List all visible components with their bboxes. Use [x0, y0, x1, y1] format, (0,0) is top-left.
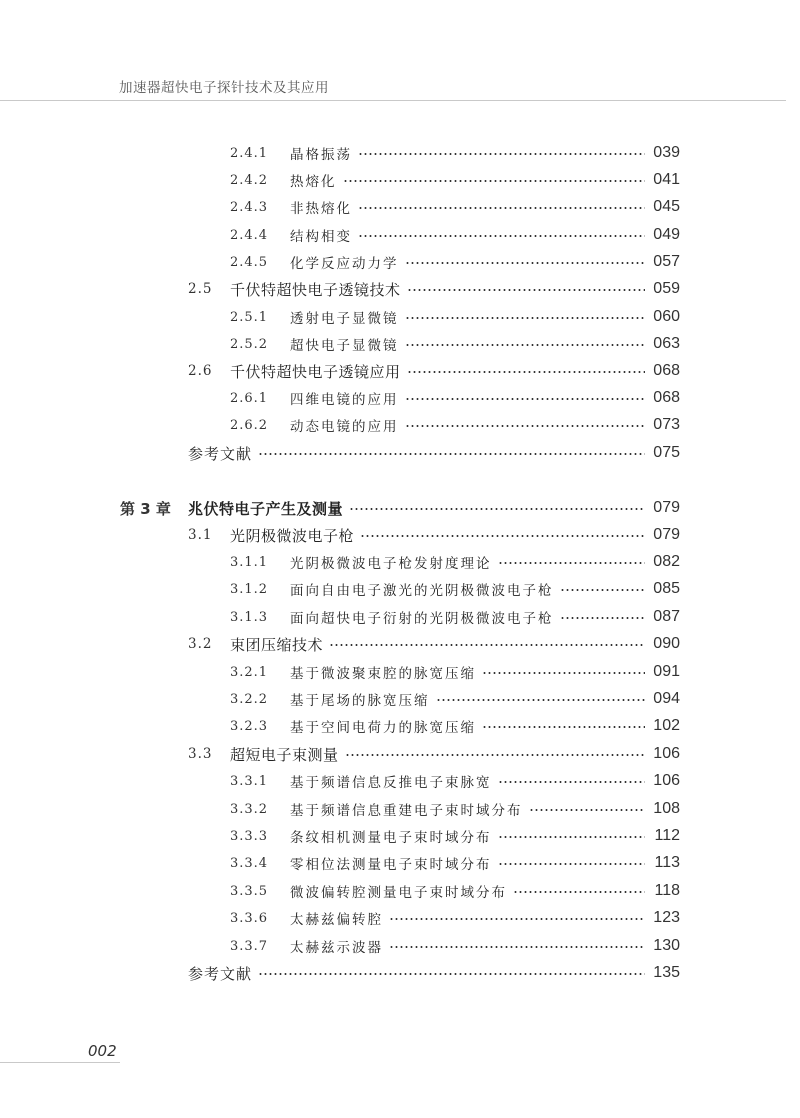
toc-entry-number: 3.3.2 [230, 801, 269, 817]
page-number: 002 [88, 1042, 117, 1060]
toc-entry-title: 条纹相机测量电子束时域分布 [290, 830, 492, 846]
toc-entry-number: 3.3.4 [230, 855, 269, 871]
toc-entry-page: 106 [653, 745, 680, 762]
toc-entry-number: 3.2 [188, 636, 213, 652]
toc-entry-page: 059 [653, 280, 680, 297]
dot-leader [405, 425, 646, 427]
dot-leader [345, 754, 645, 756]
toc-entry-title: 晶格振荡 [290, 147, 352, 163]
toc-entry-number: 第 3 章 [120, 499, 171, 518]
toc-entry-page: 039 [653, 144, 680, 161]
toc-entry [230, 880, 680, 902]
toc-entry [230, 935, 680, 957]
toc-entry-title: 千伏特超快电子透镜应用 [230, 362, 401, 381]
dot-leader [513, 891, 645, 893]
toc-entry-number: 3.1.2 [230, 581, 269, 597]
toc-entry-number: 2.4.3 [230, 199, 269, 215]
toc-entry-number: 2.4.2 [230, 172, 269, 188]
toc-entry [230, 414, 680, 436]
toc-entry-number: 3.3.7 [230, 938, 269, 954]
dot-leader [560, 617, 646, 619]
toc-entry-page: 106 [653, 772, 680, 789]
toc-entry [230, 251, 680, 273]
toc-chapter-entry [120, 497, 680, 519]
dot-leader [389, 946, 645, 948]
toc-entry-title: 束团压缩技术 [230, 635, 324, 654]
toc-entry-number: 3.1 [188, 527, 213, 543]
toc-entry-page: 079 [653, 526, 680, 543]
toc-entry [188, 278, 680, 300]
toc-entry-title: 微波偏转腔测量电子束时域分布 [290, 885, 507, 901]
dot-leader [407, 289, 645, 291]
toc-entry-title: 透射电子显微镜 [290, 311, 399, 327]
toc-entry [188, 360, 680, 382]
toc-entry-page: 082 [653, 553, 680, 570]
toc-entry-page: 049 [653, 226, 680, 243]
toc-entry-title: 超快电子显微镜 [290, 338, 399, 354]
toc-entry-number: 3.3.5 [230, 883, 269, 899]
toc-entry [230, 688, 680, 710]
running-header: 加速器超快电子探针技术及其应用 [119, 80, 329, 96]
toc-entry-title: 参考文献 [188, 444, 253, 463]
footer-rule [0, 1062, 120, 1063]
dot-leader [482, 672, 645, 674]
dot-leader [343, 180, 646, 182]
toc-entry-page: 123 [653, 909, 680, 926]
toc-entry [230, 852, 680, 874]
toc-entry-page: 094 [653, 690, 680, 707]
toc-entry-page: 102 [653, 717, 680, 734]
toc-entry [230, 142, 680, 164]
dot-leader [436, 699, 646, 701]
toc-entry-title: 四维电镜的应用 [290, 392, 399, 408]
toc-entry-title: 参考文献 [188, 964, 253, 983]
toc-entry-page: 091 [653, 663, 680, 680]
dot-leader [529, 809, 646, 811]
toc-entry-page: 063 [653, 335, 680, 352]
toc-entry-page: 075 [653, 444, 680, 461]
toc-entry-number: 3.2.2 [230, 691, 269, 707]
toc-entry-number: 3.1.1 [230, 554, 269, 570]
toc-entry-title: 面向超快电子衍射的光阴极微波电子枪 [290, 611, 554, 627]
toc-entry-title: 基于尾场的脉宽压缩 [290, 693, 430, 709]
toc-entry-number: 2.6.1 [230, 390, 269, 406]
toc-entry-title: 非热熔化 [290, 201, 352, 217]
toc-entry-page: 108 [653, 800, 680, 817]
dot-leader [405, 317, 646, 319]
toc-entry-page: 112 [654, 827, 680, 844]
dot-leader [405, 262, 646, 264]
dot-leader [349, 508, 645, 510]
toc-entry [230, 551, 680, 573]
toc-entry-title: 结构相变 [290, 229, 352, 245]
toc-references-entry [188, 962, 680, 984]
toc-entry-number: 3.3 [188, 746, 213, 762]
toc-entry-page: 079 [653, 499, 680, 516]
toc-entry [230, 578, 680, 600]
toc-entry-title: 太赫兹示波器 [290, 940, 383, 956]
toc-entry-number: 2.5 [188, 281, 213, 297]
toc-entry [230, 715, 680, 737]
toc-entry [188, 633, 680, 655]
toc-entry [230, 661, 680, 683]
dot-leader [560, 589, 646, 591]
toc-entry-title: 光阴极微波电子枪发射度理论 [290, 556, 492, 572]
toc-entry [230, 387, 680, 409]
dot-leader [405, 344, 646, 346]
toc-entry [230, 606, 680, 628]
toc-entry [230, 907, 680, 929]
dot-leader [258, 973, 645, 975]
toc-entry-page: 090 [653, 635, 680, 652]
toc-entry-title: 基于频谱信息重建电子束时域分布 [290, 803, 523, 819]
toc-entry-page: 041 [653, 171, 680, 188]
toc-entry [230, 825, 680, 847]
dot-leader [358, 207, 645, 209]
toc-entry [230, 196, 680, 218]
toc-entry-number: 3.1.3 [230, 609, 269, 625]
toc-entry-number: 2.6.2 [230, 417, 269, 433]
toc-entry-number: 2.5.1 [230, 309, 269, 325]
toc-entry-number: 3.2.3 [230, 718, 269, 734]
toc-entry-title: 基于微波聚束腔的脉宽压缩 [290, 666, 476, 682]
toc-entry-number: 2.4.1 [230, 145, 269, 161]
dot-leader [498, 562, 646, 564]
toc-entry-title: 超短电子束测量 [230, 745, 339, 764]
dot-leader [407, 371, 645, 373]
toc-references-entry [188, 442, 680, 464]
toc-entry-number: 3.3.1 [230, 773, 269, 789]
toc-entry [230, 333, 680, 355]
dot-leader [360, 535, 645, 537]
toc-entry-page: 057 [653, 253, 680, 270]
toc-entry [230, 798, 680, 820]
dot-leader [498, 781, 646, 783]
dot-leader [329, 644, 645, 646]
toc-entry-page: 060 [653, 308, 680, 325]
toc-entry-number: 2.4.4 [230, 227, 269, 243]
toc-entry-number: 2.6 [188, 363, 213, 379]
toc-entry-title: 面向自由电子激光的光阴极微波电子枪 [290, 583, 554, 599]
toc-entry-title: 热熔化 [290, 174, 337, 190]
toc-entry-number: 3.2.1 [230, 664, 269, 680]
toc-entry-page: 118 [654, 882, 680, 899]
toc-entry-page: 068 [653, 389, 680, 406]
toc-entry-page: 130 [653, 937, 680, 954]
dot-leader [389, 918, 645, 920]
dot-leader [358, 153, 645, 155]
toc-entry-page: 073 [653, 416, 680, 433]
toc-entry-page: 085 [653, 580, 680, 597]
dot-leader [258, 453, 645, 455]
toc-entry-title: 基于频谱信息反推电子束脉宽 [290, 775, 492, 791]
dot-leader [358, 235, 645, 237]
toc-entry [188, 524, 680, 546]
dot-leader [482, 726, 645, 728]
toc-entry-title: 千伏特超快电子透镜技术 [230, 280, 401, 299]
toc-entry-title: 化学反应动力学 [290, 256, 399, 272]
dot-leader [405, 398, 646, 400]
toc-entry-page: 135 [653, 964, 680, 981]
toc-entry-title: 光阴极微波电子枪 [230, 526, 355, 545]
toc-entry-page: 087 [653, 608, 680, 625]
dot-leader [498, 836, 646, 838]
toc-entry-number: 3.3.3 [230, 828, 269, 844]
toc-entry-title: 兆伏特电子产生及测量 [188, 499, 344, 518]
toc-entry [188, 743, 680, 765]
toc-entry [230, 770, 680, 792]
toc-entry-number: 2.4.5 [230, 254, 269, 270]
toc-entry-title: 基于空间电荷力的脉宽压缩 [290, 720, 476, 736]
toc-entry-page: 045 [653, 198, 680, 215]
toc-entry-title: 动态电镜的应用 [290, 419, 399, 435]
toc-entry-title: 零相位法测量电子束时域分布 [290, 857, 492, 873]
toc-entry [230, 224, 680, 246]
toc-entry-page: 068 [653, 362, 680, 379]
toc-entry [230, 306, 680, 328]
dot-leader [498, 863, 646, 865]
toc-entry [230, 169, 680, 191]
toc-entry-title: 太赫兹偏转腔 [290, 912, 383, 928]
toc-entry-page: 113 [654, 854, 680, 871]
toc-entry-number: 2.5.2 [230, 336, 269, 352]
toc-entry-number: 3.3.6 [230, 910, 269, 926]
